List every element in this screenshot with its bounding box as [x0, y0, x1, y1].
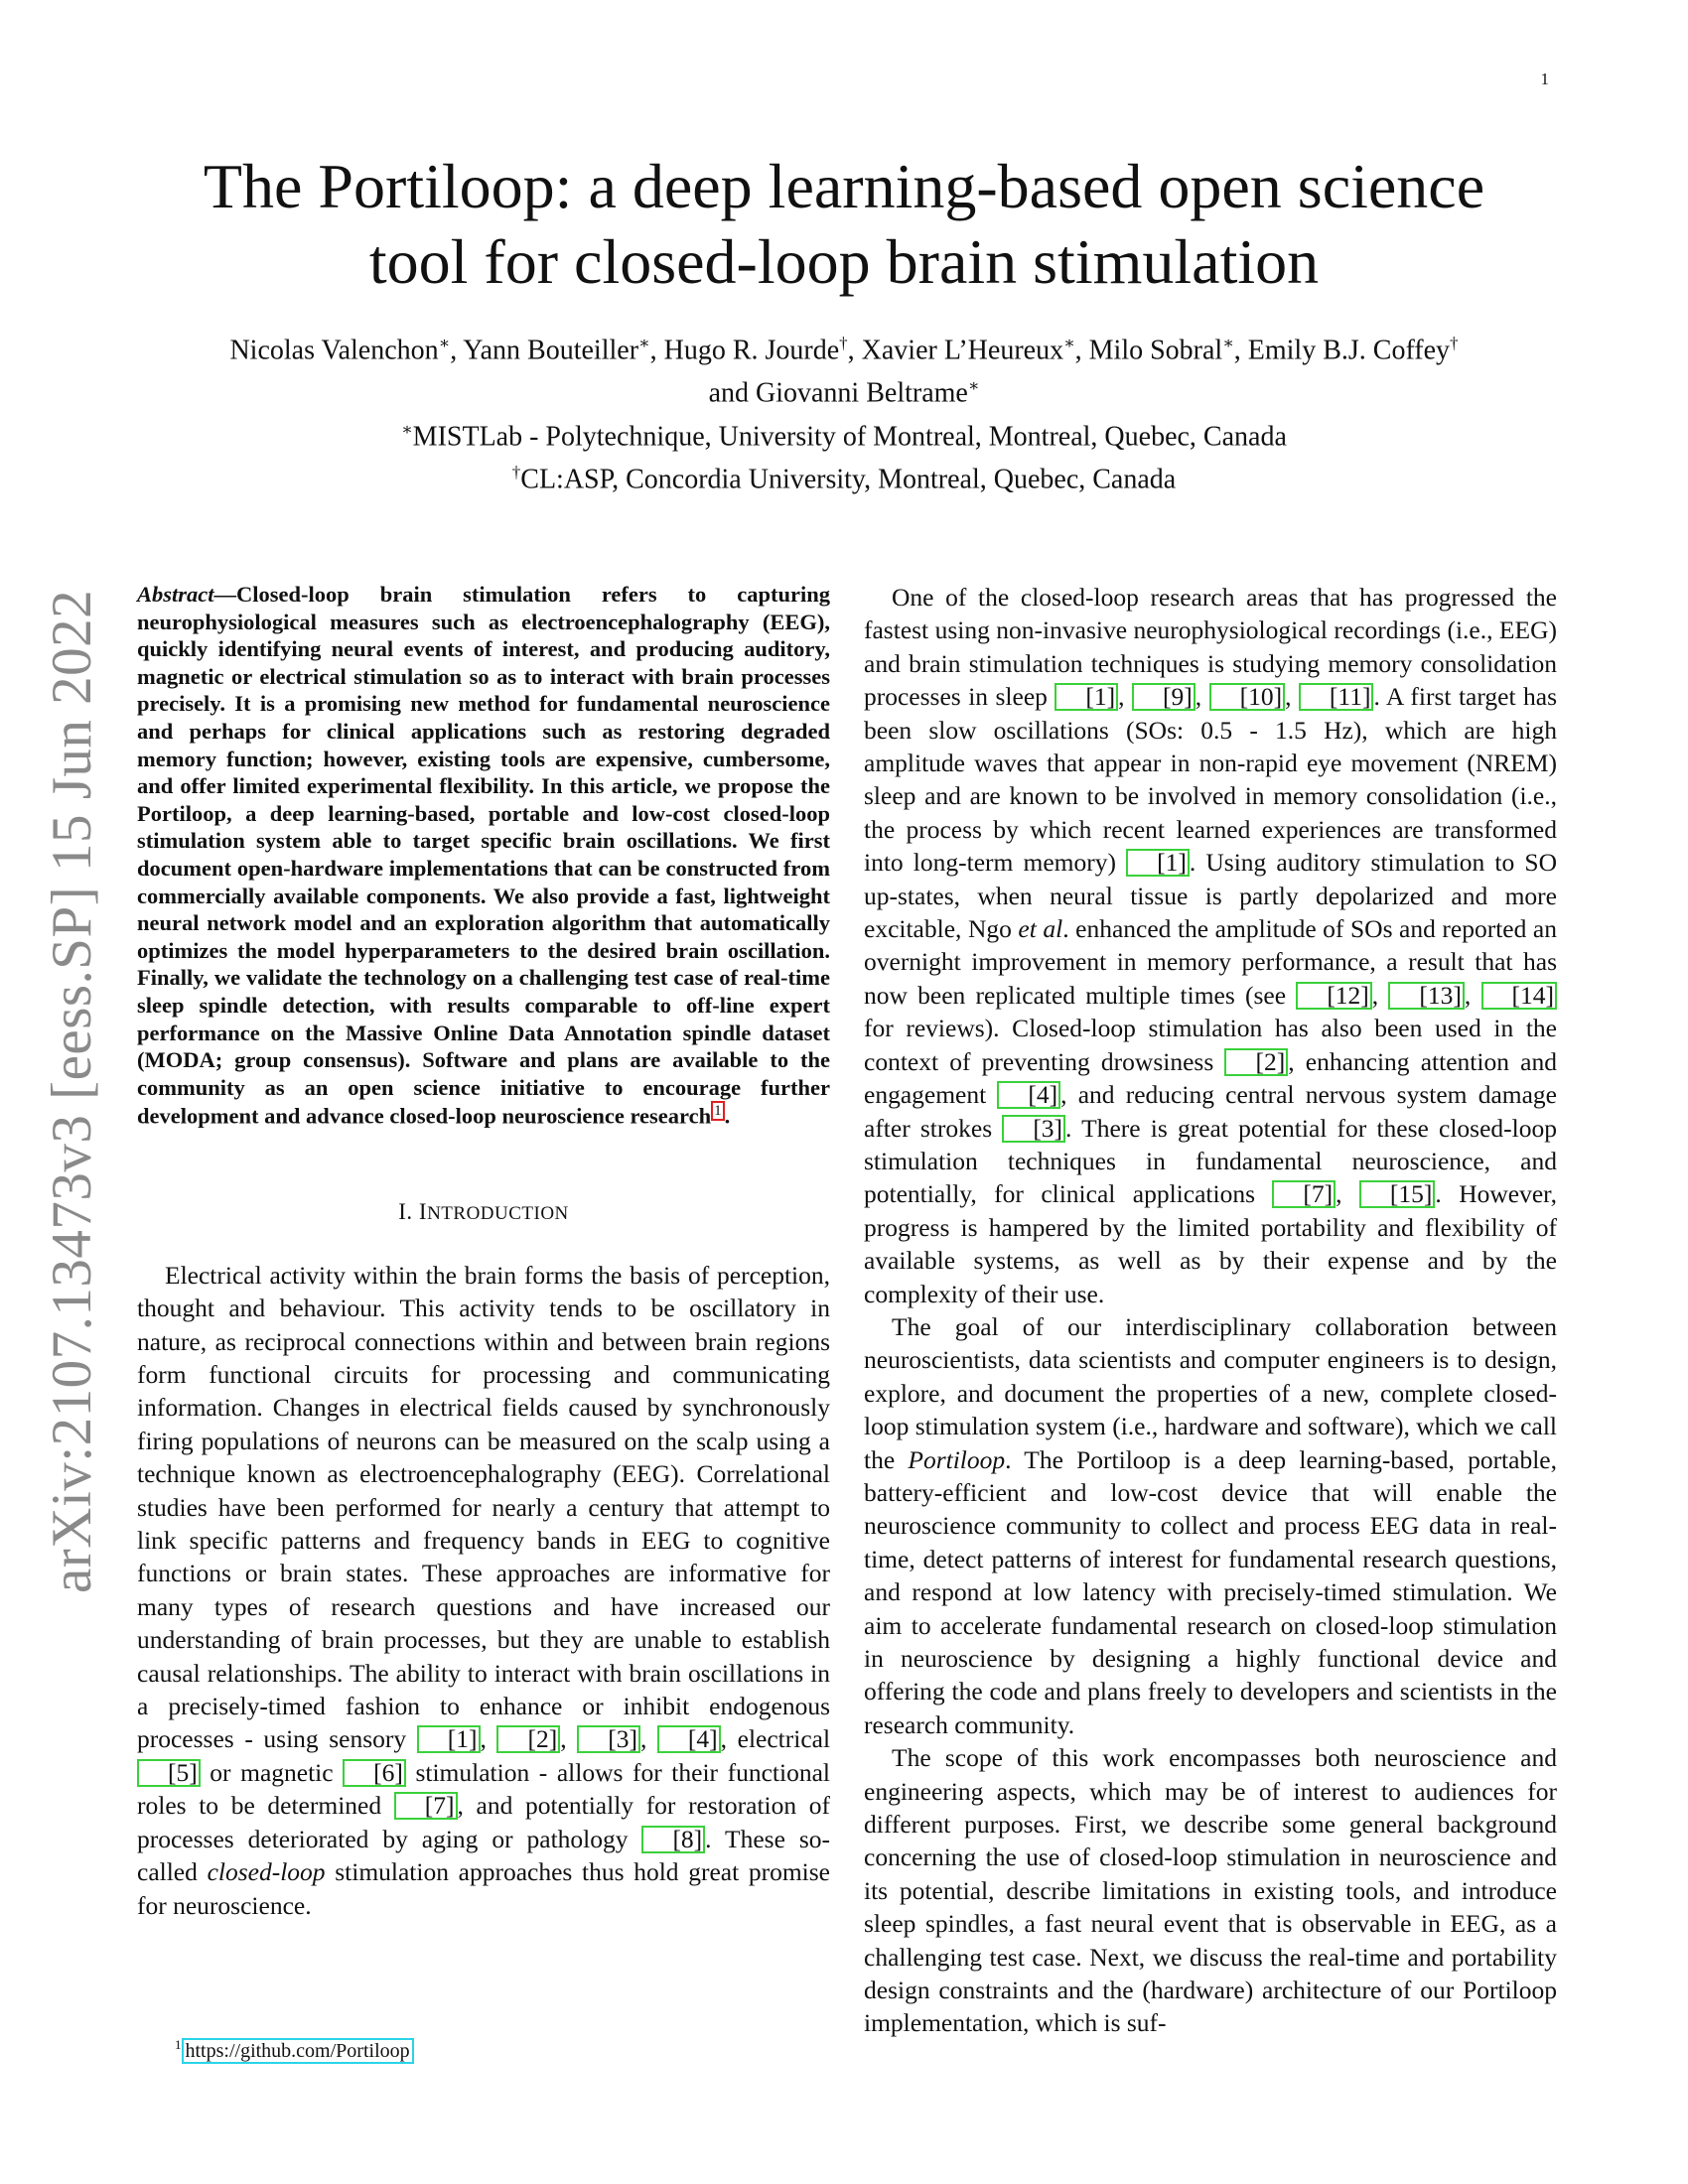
affiliation-mark: † — [1450, 334, 1459, 352]
section-initial: I — [418, 1199, 428, 1225]
citation-link[interactable]: [8] — [641, 1826, 705, 1853]
separator: , — [649, 335, 664, 366]
citation-link[interactable]: [6] — [343, 1759, 406, 1787]
citation-link[interactable]: [11] — [1299, 683, 1374, 711]
paragraph-text: stimulation approaches thus hold great promise for neuroscience. — [137, 1857, 831, 1920]
paragraph-text: . There is great potential for these closed-loop stimulation techniques in fundamental neuroscience, and potentially, for clinical applications — [864, 1113, 1557, 1209]
citation-link[interactable]: [12] — [1296, 982, 1371, 1010]
separator: , — [1074, 335, 1089, 366]
footnote-mark: 1 — [175, 2037, 182, 2052]
affiliation-mark: ∗ — [401, 419, 413, 439]
emphasis-term: closed-loop — [207, 1857, 326, 1887]
citation-link[interactable]: [10] — [1209, 683, 1285, 711]
intro-paragraph-3 — [864, 1310, 1557, 1741]
paragraph-text: , and potentially for restoration of processes deteriorated by aging or pathology — [137, 1791, 831, 1853]
section-heading-introduction — [137, 1195, 830, 1230]
author-name: Hugo R. Jourde — [663, 335, 840, 366]
citation-link[interactable]: [1] — [1126, 849, 1190, 877]
citation-link[interactable]: [15] — [1359, 1180, 1435, 1208]
affiliation-1 — [139, 412, 1549, 455]
emphasis-term: Portiloop — [908, 1444, 1006, 1474]
citation-link[interactable]: [14] — [1481, 982, 1557, 1010]
abstract-text: Closed-loop brain stimulation refers to capturing neurophysiological measures such as electroencephalography (EEG), quickly identifying neural events of interest, and producing auditory, magnetic or electrical stimulation so as to interact with brain processes precisely. It is a promising new method for fundamental neuroscience and perhaps for clinical applications such as restoring degraded memory function; however, existing tools are expensive, cumbersome, and offer limited experimental flexibility. In this article, we propose the Portiloop, a deep learning-based, portable and low-cost closed-loop stimulation system able to target specific brain oscillations. We first document open-hardware implementations that can be constructed from commercially available components. We also provide a fast, lightweight neural network model and an exploration algorithm that automatically optimizes the model hyperparameters to the desired brain oscillation. Finally, we validate the technology on a challenging test case of real-time sleep spindle detection, with results comparable to off-line expert performance on the Massive Online Data Annotation spindle dataset (MODA; group consensus). Software and plans are available to the community as an open science initiative to encourage further development and advance closed-loop neuroscience research — [137, 582, 830, 1129]
intro-paragraph-2: One of the closed-loop research areas that has progressed the fastest using non-invasive neurophysiological recordings (i.e., EEG) and brain stimulation techniques is studying memory consolidation processes in sleep [1] , [9] , [10] , [11] . A first target has been slow oscillations (SOs: 0.5 - 1.5 Hz), which are high amplitude waves that appear in non-rapid eye movement (NREM) sleep and are known to be involved in memory consolidation (i.e., the process by which recent learned experiences are transformed into long-term memory) [1] . Using auditory stimulation to SO up-states, when neural tissue is partly depolarized and more excitable, Ngo et al. enhanced the amplitude of SOs and reported an overnight improvement in memory performance, a result that has now been replicated multiple times (see [12] , [13] , [14] for reviews). Closed-loop stimulation has also been used in the context of preventing drowsiness [2] , enhancing attention and engagement [4] , and reducing central nervous system damage after strokes [3] . There is great potential for these closed-loop stimulation techniques in fundamental neuroscience, and potentially, for clinical applications [7] , [15] . However, progress is hampered by the limited portability and flexibility of available systems, as well as by their expense and by the complexity of their use. — [864, 583, 1558, 1308]
citation-link[interactable]: [13] — [1388, 982, 1464, 1010]
paragraph-text: . A first target has been slow oscillations (SOs: 0.5 - 1.5 Hz), which are high amplitude waves that appear in non-rapid eye movement (NREM) sleep and are known to be involved in memory consolidation (i.e., the process by which recent learned experiences are transformed into long-term memory) — [864, 682, 1558, 878]
citation-link[interactable]: [5] — [137, 1759, 201, 1787]
paragraph-text: . These so-called — [137, 1824, 830, 1887]
title-line-1: The Portiloop: a deep learning-based open science — [203, 151, 1485, 221]
citation-link[interactable]: [3] — [1002, 1115, 1065, 1143]
page-number: 1 — [1540, 69, 1549, 88]
citation-link[interactable]: [2] — [496, 1725, 560, 1753]
arxiv-identifier-stamp: arXiv:2107.13473v3 [eess.SP] 15 Jun 2022 — [41, 589, 103, 1593]
citation-link[interactable]: [9] — [1132, 683, 1196, 711]
abstract — [137, 581, 830, 1130]
paragraph-text: . The Portiloop is a deep learning-based, portable, battery-efficient and low-cost device that will enable the neuroscience community to collect and process EEG data in real-time, detect patterns of interest for fundamental research questions, and respond at low latency with precisely-timed stimulation. We aim to accelerate fundamental research on closed-loop stimulation in neuroscience by designing a highly functional device and offering the code and plans freely to developers and scientists in the research community. — [864, 1444, 1557, 1739]
paragraph-text: . Using auditory stimulation to SO up-states, when neural tissue is partly depolarized and more excitable, Ngo — [864, 848, 1557, 944]
paragraph-text: or magnetic — [200, 1757, 344, 1787]
separator: , — [847, 335, 862, 366]
paragraph-text: . enhanced the amplitude of SOs and reported an overnight improvement in memory performance, a result that has now been replicated multiple times (see — [864, 914, 1557, 1010]
affiliation-text: MISTLab - Polytechnique, University of Montreal, Montreal, Quebec, Canada — [412, 420, 1287, 452]
affiliation-mark: ∗ — [638, 334, 650, 352]
paragraph-text: , enhancing attention and engagement — [864, 1046, 1557, 1110]
emphasis-term: et al — [1018, 914, 1063, 944]
right-column — [864, 581, 1557, 2040]
abstract-end: . — [724, 1103, 731, 1129]
affiliation-mark: † — [511, 462, 521, 481]
author-name: Emily B.J. Coffey — [1247, 335, 1451, 366]
abstract-dash: — — [213, 582, 237, 607]
paper-title — [139, 149, 1549, 300]
affiliation-mark: † — [839, 334, 848, 352]
paragraph-text: Electrical activity within the brain forms the basis of perception, thought and behaviour. This activity tends to be oscillatory in nature, as reciprocal connections within and between brain regions form functional circuits for processing and communicating information. Changes in electrical fields caused by synchronously firing populations of neurons can be measured on the scalp using a technique known as electroencephalography (EEG). Correlational studies have been performed for nearly a century that attempt to link specific patterns and frequency bands in EEG to cognitive functions or brain states. These approaches are informative for many types of research questions and have increased our understanding of brain processes, but they are unable to establish causal relationships. The ability to interact with brain oscillations in a precisely-timed fashion to enhance or inhibit endogenous processes - using sensory — [137, 1260, 830, 1754]
citation-link[interactable]: [1] — [1055, 683, 1118, 711]
paragraph-text: One of the closed-loop research areas that has progressed the fastest using non-invasive neurophysiological recordings (i.e., EEG) and brain stimulation techniques is studying memory consolidation processes in sleep — [864, 583, 1557, 712]
abstract-label: Abstract — [137, 582, 214, 607]
title-line-2: tool for closed-loop brain stimulation — [368, 226, 1320, 297]
intro-paragraph-1: Electrical activity within the brain forms the basis of perception, thought and behaviour. This activity tends to be oscillatory in nature, as reciprocal connections within and between brain regions form functional circuits for processing and communicating information. Changes in electrical fields caused by synchronously firing populations of neurons can be measured on the scalp using a technique known as electroencephalography (EEG). Correlational studies have been performed for nearly a century that attempt to link specific patterns and frequency bands in EEG to cognitive functions or brain states. These approaches are informative for many types of research questions and have increased our understanding of brain processes, but they are unable to establish causal relationships. The ability to interact with brain oscillations in a precisely-timed fashion to enhance or inhibit endogenous processes - using sensory [1] , [2] , [3] , [4] , electrical [5] or magnetic [6] stimulation - allows for their functional roles to be determined [7] , and potentially for restoration of processes deteriorated by aging or pathology [8] . These so-called closed-loop stimulation approaches thus hold great promise for neuroscience. — [137, 1260, 831, 1920]
author-name: Yann Bouteiller — [463, 335, 639, 366]
section-numeral: I. — [398, 1199, 419, 1225]
left-column — [137, 581, 830, 1922]
paragraph-text: . However, progress is hampered by the limited portability and flexibility of available systems, as well as by their expense and by the complexity of their use. — [864, 1179, 1557, 1308]
paragraph-text: for reviews). Closed-loop stimulation has also been used in the context of preventing drowsiness — [864, 1014, 1557, 1076]
footnote-link[interactable]: 1 — [711, 1101, 725, 1121]
author-name: Xavier L’Heureux — [861, 335, 1064, 366]
affiliation-mark: ∗ — [1063, 334, 1075, 352]
affiliation-2 — [139, 455, 1549, 497]
affiliation-text: CL:ASP, Concordia University, Montreal, Quebec, Canada — [520, 464, 1177, 495]
author-name: Milo Sobral — [1088, 335, 1223, 366]
paragraph-text: The goal of our interdisciplinary collaboration between neuroscientists, data scientists and computer engineers is to design, explore, and document the properties of a new, complete closed-loop stimulation system (i.e., hardware and software), which we call the — [864, 1311, 1557, 1474]
paragraph-text: The scope of this work encompasses both neuroscience and engineering aspects, which may be of interest to audiences for different purposes. First, we describe some general background concerning the use of closed-loop stimulation in neuroscience and its potential, describe limitations in existing tools, and introduce sleep spindles, a fast neural event that is observable in EEG, as a challenging test case. Next, we discuss the real-time and portability design constraints and the (hardware) architecture of our Portiloop implementation, which is suf- — [864, 1743, 1557, 2038]
footnote — [175, 2037, 414, 2064]
author-name: Nicolas Valenchon — [229, 335, 439, 366]
citation-link[interactable]: [4] — [997, 1081, 1060, 1109]
author-line-2 — [139, 368, 1549, 411]
separator: , — [1233, 335, 1248, 366]
citation-link[interactable]: [7] — [1272, 1180, 1336, 1208]
citation-link[interactable]: [1] — [417, 1725, 481, 1753]
author-name: and Giovanni Beltrame — [708, 377, 968, 409]
section-title-rest: NTRODUCTION — [427, 1203, 569, 1225]
citation-link[interactable]: [3] — [577, 1725, 640, 1753]
separator: , — [450, 335, 464, 366]
citation-link[interactable]: [4] — [657, 1725, 721, 1753]
author-line-1 — [139, 326, 1549, 368]
paragraph-text: stimulation - allows for their functional roles to be determined — [137, 1757, 830, 1821]
intro-paragraph-4 — [864, 1741, 1557, 2040]
paragraph-text: , and reducing central nervous system damage after strokes — [864, 1080, 1557, 1143]
author-block — [139, 326, 1549, 497]
affiliation-mark: ∗ — [1222, 334, 1234, 352]
paragraph-text: , electrical — [720, 1724, 831, 1754]
citation-link[interactable]: [2] — [1224, 1048, 1288, 1076]
affiliation-mark: ∗ — [967, 376, 980, 396]
affiliation-mark: ∗ — [438, 334, 451, 352]
citation-link[interactable]: [7] — [394, 1792, 458, 1820]
footnote-url-link[interactable]: https://github.com/Portiloop — [182, 2038, 414, 2064]
